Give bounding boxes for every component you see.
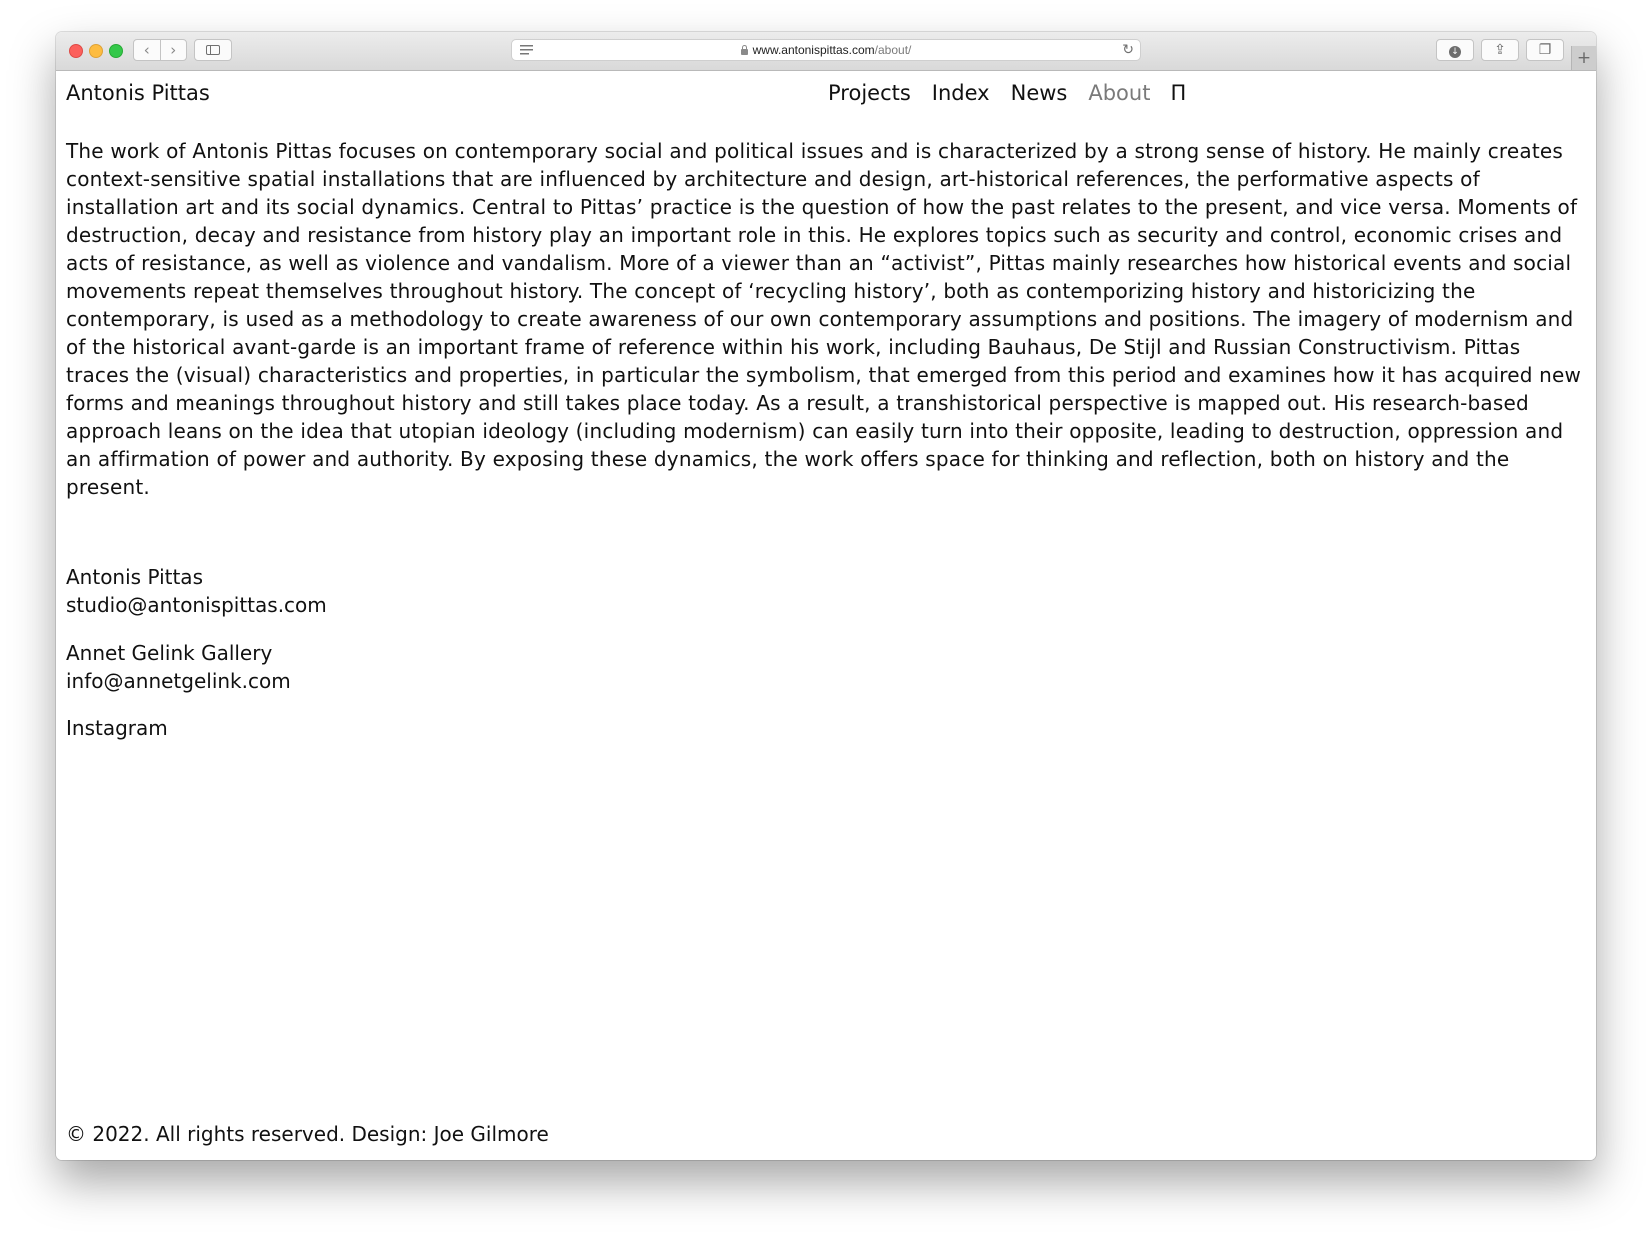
bio-text: The work of Antonis Pittas focuses on contemporary social and political issues and is characterized by a strong sense of history. He mainly creates context-sensitive spatial installations that are influenced by architecture and design, art-historical references, the performative aspects of installation art and its social dynamics. Central to Pittas’ practice is the question of how the past relates to the present, and vice versa. Moments of destruction, decay and resistance from history play an important role in this. He explores topics such as security and control, economic crises and acts of resistance, as well as violence and vandalism. More of a viewer than an “activist”, Pittas mainly researches how historical events and social movements repeat themselves throughout history. The concept of ‘recycling history’, both as contemporizing history and historicizing the contemporary, is used as a methodology to create awareness of our own contemporary assumptions and positions. The imagery of modernism and of the historical avant-garde is an important frame of reference within his work, including Bauhaus, De Stijl and Russian Constructivism. Pittas traces the (visual) characteristics and properties, in particular the symbolism, that emerged from this period and examines how it has acquired new forms and meanings throughout history and still takes place today. As a result, a transhistorical perspective is mapped out. His research-based approach leans on the idea that utopian ideology (including modernism) can easily turn into their opposite, leading to destruction, oppression and an affirmation of power and authority. By exposing these dynamics, the work offers space for thinking and reflection, both on history and the present. <box>66 139 1582 499</box>
share-icon: ⇪ <box>1494 42 1506 58</box>
url-host: www.antonispittas.com <box>752 43 875 57</box>
contact-email-link[interactable]: info@annetgelink.com <box>66 669 291 693</box>
downloads-button[interactable] <box>1436 39 1474 61</box>
share-button[interactable] <box>1481 39 1519 61</box>
browser-toolbar <box>56 32 1596 71</box>
sidebar-icon <box>206 45 220 55</box>
reload-icon[interactable]: ↻ <box>1122 42 1134 58</box>
url-display[interactable] <box>512 40 1140 60</box>
browser-window <box>56 32 1596 1160</box>
address-bar[interactable] <box>511 39 1141 61</box>
sidebar-toggle-button[interactable] <box>194 39 232 61</box>
instagram-link[interactable]: Instagram <box>66 716 168 740</box>
url-path: /about/ <box>874 43 912 57</box>
show-tabs-button[interactable] <box>1526 39 1564 61</box>
new-tab-button[interactable]: + <box>1571 46 1596 70</box>
contact-name: Antonis Pittas <box>66 565 203 589</box>
maximize-window-button[interactable] <box>109 44 123 58</box>
site-title-link[interactable]: Antonis Pittas <box>66 81 210 105</box>
social-links <box>66 714 168 742</box>
page-content <box>56 71 1596 1160</box>
contact-email-link[interactable]: studio@antonispittas.com <box>66 593 327 617</box>
nav-about[interactable]: About <box>1088 81 1151 105</box>
footer-copyright: © 2022. All rights reserved. Design: Joe Gilmore <box>66 1122 549 1146</box>
site-header <box>66 81 1586 111</box>
lock-icon <box>741 49 748 55</box>
minimize-window-button[interactable] <box>89 44 103 58</box>
close-window-button[interactable] <box>69 44 83 58</box>
nav-index[interactable]: Index <box>931 81 990 105</box>
nav-pi-link[interactable]: Π <box>1170 81 1187 105</box>
contact-gallery <box>66 639 291 695</box>
nav-news[interactable]: News <box>1010 81 1068 105</box>
contact-name: Annet Gelink Gallery <box>66 641 273 665</box>
nav-projects[interactable]: Projects <box>828 81 911 105</box>
forward-icon[interactable]: › <box>170 41 177 59</box>
contact-artist <box>66 563 327 619</box>
tabs-icon: ❐ <box>1538 42 1552 58</box>
history-nav <box>133 39 187 61</box>
back-icon[interactable]: ‹ <box>134 40 161 60</box>
download-icon: ↓ <box>1449 46 1461 58</box>
main-nav <box>828 81 1186 105</box>
